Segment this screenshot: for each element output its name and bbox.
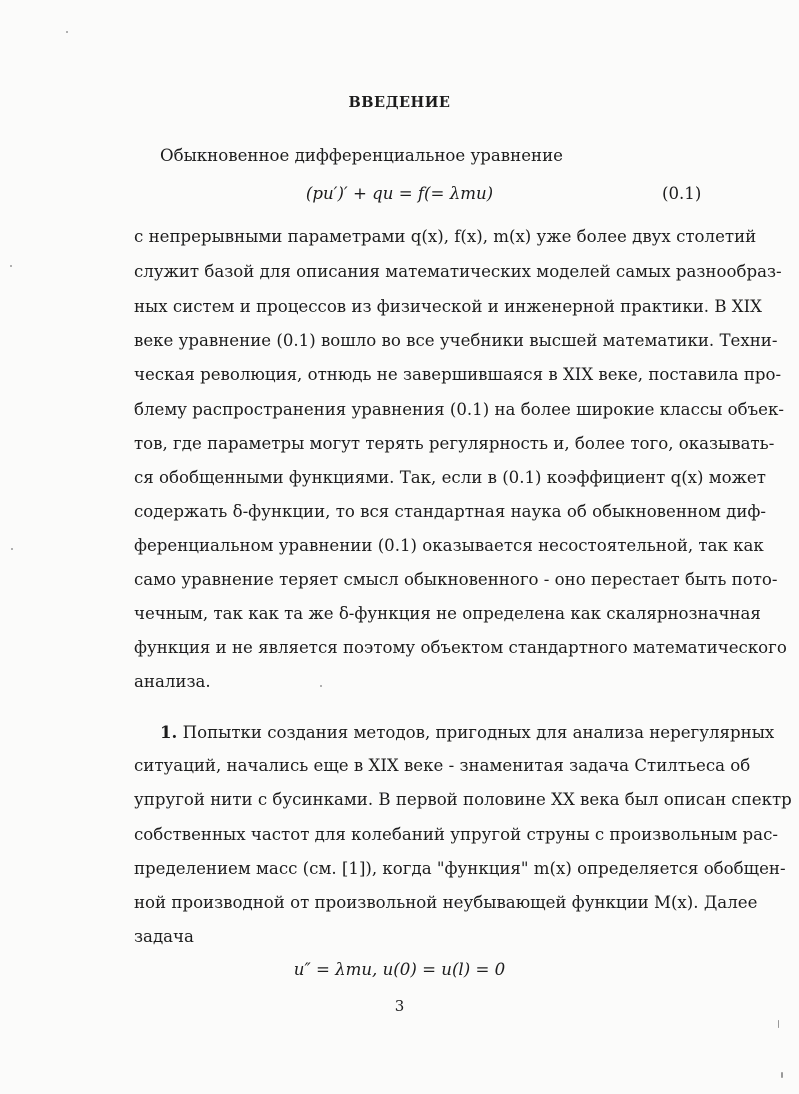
paragraph-line: служит базой для описания математических моделей самых разнообраз- (134, 262, 782, 281)
section-line: упругой нити с бусинками. В первой половине XX века был описан спектр (134, 790, 792, 809)
scan-speck (320, 685, 322, 687)
equation-0-1: (pu′)′ + qu = f(= λmu) (305, 184, 494, 203)
paragraph-line: ференциальном уравнении (0.1) оказывается несостоятельной, так как (134, 536, 764, 555)
paragraph-line: функция и не является поэтому объектом стандартного математического (134, 638, 787, 657)
paragraph-line: ся обобщенными функциями. Так, если в (0.1) коэффициент q(x) может (134, 468, 766, 487)
scan-speck (10, 265, 12, 267)
paragraph-line: ных систем и процессов из физической и инженерной практики. В XIX (134, 297, 762, 316)
paragraph-line: с непрерывными параметрами q(x), f(x), m(x) уже более двух столетий (134, 227, 757, 246)
section-text: Попытки создания методов, пригодных для анализа нерегулярных (182, 723, 775, 742)
section-line: пределением масс (см. [1]), когда "функция" m(x) определяется обобщен- (134, 859, 786, 878)
paragraph-line: блему распространения уравнения (0.1) на более широкие классы объек- (134, 400, 784, 419)
paragraph-line: веке уравнение (0.1) вошло во все учебники высшей математики. Техни- (134, 331, 778, 350)
section-line: ситуаций, начались еще в XIX веке - знаменитая задача Стилтьеса об (134, 756, 751, 775)
equation-boundary-problem: u″ = λmu, u(0) = u(l) = 0 (293, 960, 506, 979)
section-number: 1. (160, 722, 178, 742)
section-line: собственных частот для колебаний упругой струны с произвольным рас- (134, 825, 778, 844)
scan-speck (66, 31, 68, 33)
section-line: задача (134, 927, 194, 946)
paragraph-line: чечным, так как та же δ-функция не определена как скалярнозначная (134, 604, 761, 623)
paragraph-line: содержать δ-функции, то вся стандартная наука об обыкновенном диф- (134, 502, 767, 521)
paragraph-line: ческая революция, отнюдь не завершившаяся в XIX веке, поставила про- (134, 365, 782, 384)
intro-line: Обыкновенное дифференциальное уравнение (160, 146, 563, 165)
paragraph-line: анализа. (134, 672, 211, 691)
equation-number: (0.1) (662, 184, 702, 203)
section-line (160, 722, 775, 743)
scan-speck (778, 1020, 779, 1028)
section-line: ной производной от произвольной неубывающей функции M(x). Далее (134, 893, 758, 912)
paragraph-line: тов, где параметры могут терять регулярность и, более того, оказывать- (134, 434, 775, 453)
page-title: ВВЕДЕНИЕ (348, 94, 451, 111)
page-number: 3 (394, 997, 405, 1015)
paragraph-line: само уравнение теряет смысл обыкновенного - оно перестает быть пото- (134, 570, 778, 589)
scan-speck (781, 1072, 783, 1078)
scan-speck (11, 548, 13, 550)
